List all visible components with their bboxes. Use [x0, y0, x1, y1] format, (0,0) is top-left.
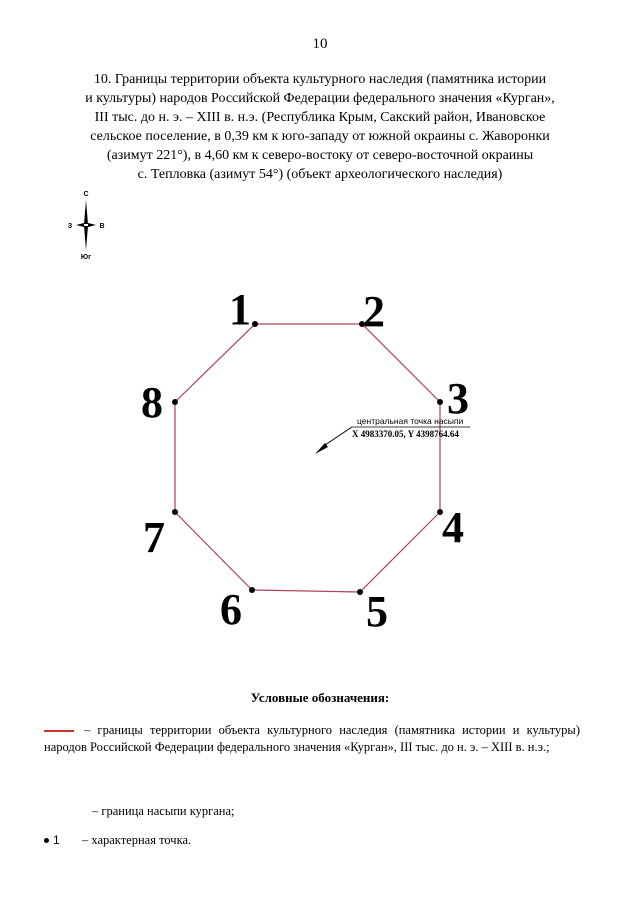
point-label-4: 4: [442, 503, 464, 552]
legend-mound-text: – граница насыпи кургана;: [92, 804, 235, 818]
legend-mound-item: [92, 804, 235, 819]
legend-boundary-item: [44, 722, 580, 756]
legend-point-marker: [44, 833, 82, 847]
title-line: 10. Границы территории объекта культурного наследия (памятника истории: [93, 72, 547, 87]
compass-rose-icon: [62, 188, 110, 262]
boundary-point-marker: [437, 399, 443, 405]
title-line: и культуры) народов Российской Федерации федерального значения «Курган»,: [85, 91, 555, 106]
center-point-coords: X 4983370.05, Y 4398764.64: [352, 429, 459, 439]
legend-heading: Условные обозначения:: [250, 690, 390, 705]
compass-needle-north: [84, 200, 88, 224]
site-plan: [0, 270, 640, 650]
boundary-point-marker: [172, 509, 178, 515]
boundary-point-marker: [252, 321, 258, 327]
compass-west-label: З: [67, 223, 73, 230]
legend-boundary-swatch: [44, 730, 74, 732]
point-label-5: 5: [366, 587, 388, 636]
legend-point-item: [44, 833, 191, 848]
compass-needle-west: [76, 223, 84, 227]
page-number: 10: [312, 36, 328, 52]
compass-south-label: Юг: [80, 254, 92, 261]
title-line: сельское поселение, в 0,39 км к юго-западу от южной окраины с. Жаворонки: [90, 129, 550, 144]
point-label-2: 2: [363, 287, 385, 336]
center-leader-line: [322, 427, 352, 447]
point-dot-icon: [44, 838, 49, 843]
compass-needle-east: [88, 223, 96, 227]
legend-point-marker-label: 1: [53, 833, 60, 847]
compass-east-label: В: [99, 223, 105, 230]
center-point-label: центральная точка насыпи: [357, 416, 464, 426]
boundary-polygon: [175, 324, 440, 592]
boundary-point-marker: [357, 589, 363, 595]
boundary-point-marker: [249, 587, 255, 593]
legend-boundary-text: – границы территории объекта культурного наследия (памятника истории и культуры) народов Российской Федерации федерального значения «Курган», III тыс. до н. э. – XIII в. н.э.;: [44, 723, 580, 754]
boundary-point-marker: [172, 399, 178, 405]
document-title: [40, 70, 600, 184]
point-label-7: 7: [143, 513, 165, 562]
title-line: (азимут 221°), в 4,60 км к северо-востоку от северо-восточной окраины: [106, 148, 534, 163]
point-label-1: 1: [229, 285, 251, 334]
point-label-6: 6: [220, 585, 242, 634]
compass-needle-south: [84, 226, 88, 250]
legend-point-text: – характерная точка.: [82, 833, 192, 847]
point-label-8: 8: [141, 378, 163, 427]
title-line: III тыс. до н. э. – XIII в. н.э. (Республика Крым, Сакский район, Ивановское: [94, 110, 546, 125]
point-label-3: 3: [447, 374, 469, 423]
compass-north-label: С: [83, 191, 89, 198]
title-line: с. Тепловка (азимут 54°) (объект археологического наследия): [137, 167, 503, 182]
